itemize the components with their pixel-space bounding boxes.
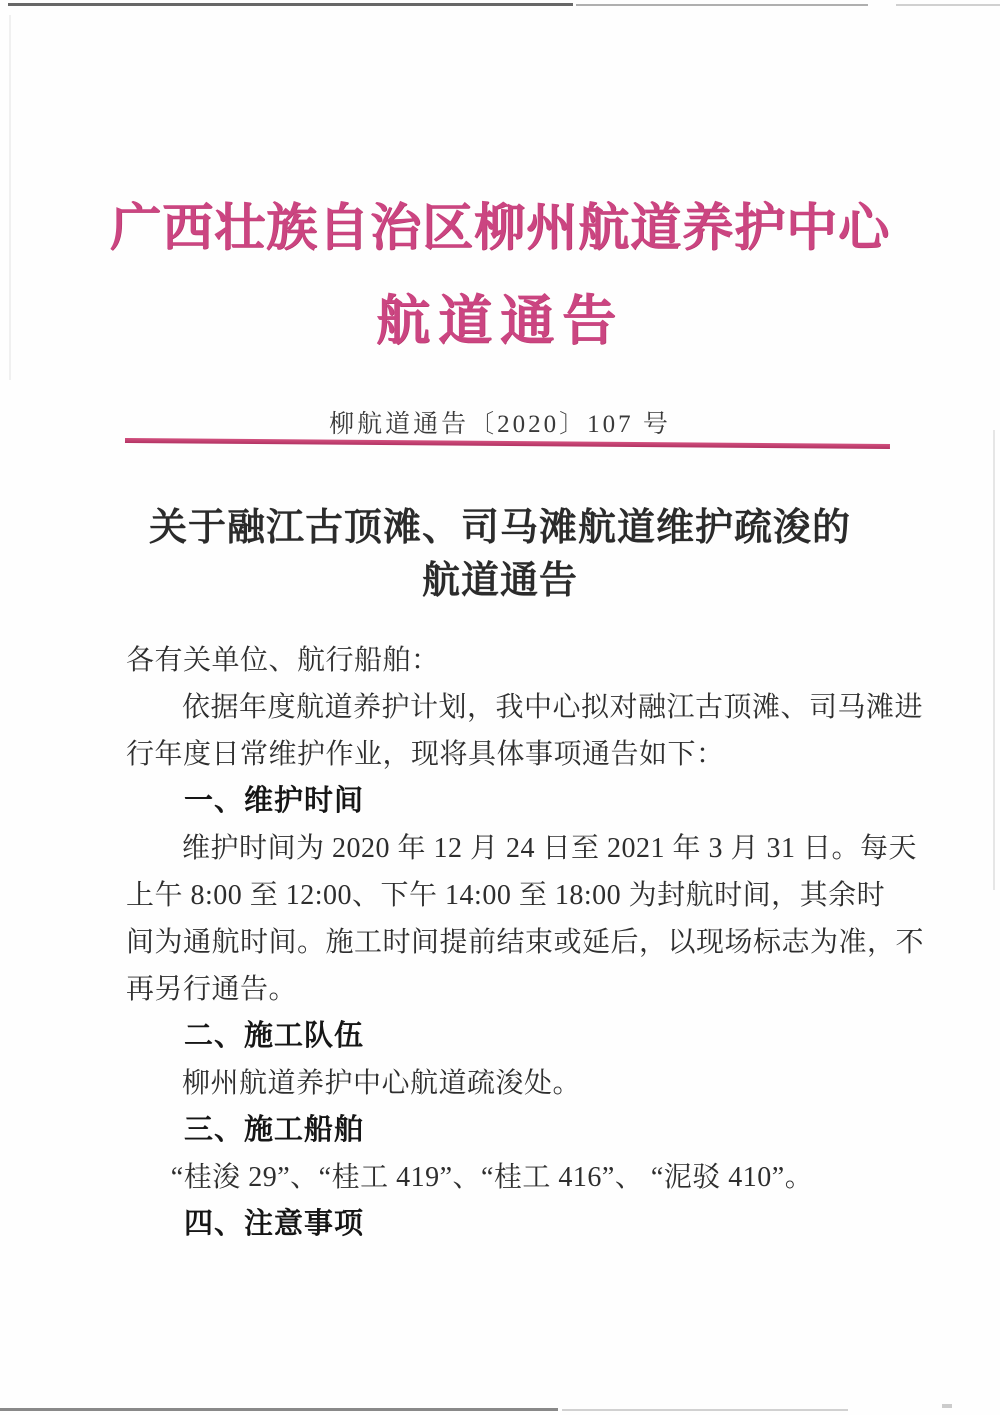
org-title-line-2: 航道通告 [376,291,624,351]
paragraph-line: 行年度日常维护作业，现将具体事项通告如下： [126,739,725,770]
notice-title-line-2: 航道通告 [421,560,578,602]
ship-names-line: “桂浚 29”、“桂工 419”、“桂工 416”、 “泥驳 410”。 [170,1162,814,1193]
paragraph-line: 再另行通告。 [126,974,298,1005]
scan-edge-artifact [576,4,868,6]
section-heading-1: 一、维护时间 [184,785,365,817]
section-heading-3: 三、施工船舶 [184,1114,365,1146]
paragraph-line: 上午 8:00 至 12:00、下午 14:00 至 18:00 为封航时间，其余时 [126,880,886,911]
paragraph-line: 维护时间为 2020 年 12 月 24 日至 2021 年 3 月 31 日。每天 [182,833,918,864]
scan-edge-artifact [942,1404,952,1408]
org-title-line-1: 广西壮族自治区柳州航道养护中心 [109,201,890,257]
doc-number: 柳航道通告〔2020〕107 号 [329,411,671,438]
section-heading-4: 四、注意事项 [184,1208,365,1240]
scan-edge-artifact [0,1408,558,1411]
notice-title-line-1: 关于融江古顶滩、司马滩航道维护疏浚的 [148,507,851,549]
scan-edge-artifact [562,1409,848,1411]
paragraph-line: 柳州航道养护中心航道疏浚处。 [182,1068,582,1099]
paragraph-line: 间为通航时间。施工时间提前结束或延后，以现场标志为准，不 [126,927,925,958]
salutation-line: 各有关单位、航行船舶： [126,645,440,676]
notice-body [126,637,925,1248]
scan-edge-artifact [896,4,1000,6]
paragraph-line: 依据年度航道养护计划，我中心拟对融江古顶滩、司马滩进 [182,692,924,723]
section-heading-2: 二、施工队伍 [184,1020,365,1052]
scan-edge-artifact [8,3,573,6]
